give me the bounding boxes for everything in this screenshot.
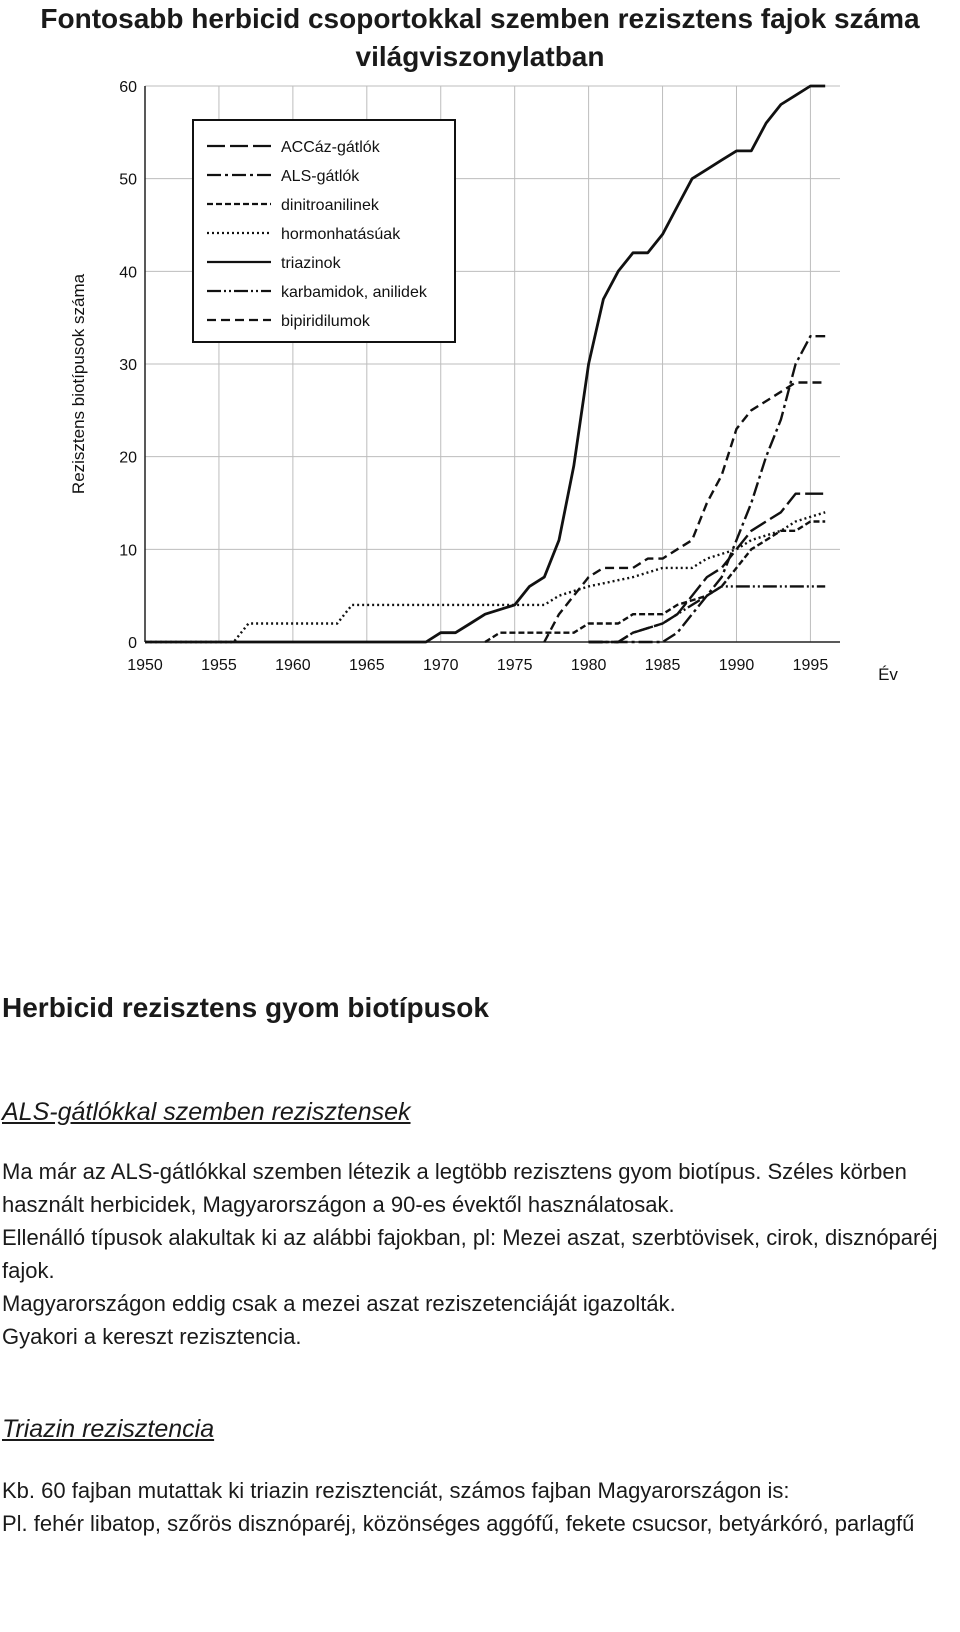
x-tick-label: 1960 [275, 657, 311, 674]
x-axis-title: Év [878, 665, 898, 684]
resistance-line-chart [0, 70, 960, 730]
triazin-subheading-wrap [2, 1413, 958, 1445]
legend-label: triazinok [281, 255, 341, 272]
als-paragraphs [2, 1155, 958, 1353]
x-tick-label: 1955 [201, 657, 237, 674]
legend-label: hormonhatásúak [281, 226, 401, 243]
x-tick-label: 1970 [422, 657, 459, 674]
y-tick-label: 50 [119, 171, 137, 189]
series-line [589, 586, 826, 642]
y-tick-label: 60 [119, 79, 137, 96]
x-tick-label: 1985 [644, 657, 681, 674]
triazin-paragraphs [2, 1474, 958, 1540]
series-line [145, 512, 825, 642]
section-heading-wrap [2, 990, 958, 1026]
als-subheading: ALS-gátlókkal szemben rezisztensek [2, 1098, 411, 1126]
x-tick-label: 1980 [570, 657, 607, 674]
als-subheading-wrap [2, 1096, 958, 1128]
page-title: Fontosabb herbicid csoportokkal szemben rezisztens fajok száma világviszonylatban [40, 3, 920, 72]
legend-label: ACCáz-gátlók [281, 139, 380, 156]
chart-legend [193, 120, 455, 342]
legend-label: karbamidok, anilidek [281, 284, 427, 301]
y-tick-label: 0 [128, 635, 137, 652]
legend-label: ALS-gátlók [281, 168, 360, 185]
y-tick-label: 10 [119, 542, 137, 560]
y-axis-title: Rezisztens biotípusok száma [69, 273, 88, 495]
triazin-paragraph: Kb. 60 fajban mutattak ki triazin rezisztenciát, számos fajban Magyarországon is: [2, 1478, 790, 1503]
als-paragraph: Ma már az ALS-gátlókkal szemben létezik a legtöbb rezisztens gyom biotípus. Széles körben használt herbicidek, Magyarországon a 90-es évektől használatosak. [2, 1159, 907, 1217]
x-tick-label: 1995 [792, 657, 829, 674]
als-paragraph: Magyarországon eddig csak a mezei aszat reziszetenciáját igazolták. [2, 1291, 676, 1316]
x-tick-label: 1990 [718, 657, 755, 674]
legend-label: dinitroanilinek [281, 197, 379, 214]
als-paragraph: Ellenálló típusok alakultak ki az alábbi fajokban, pl: Mezei aszat, szerbtövisek, cirok, disznóparéj fajok. [2, 1225, 938, 1283]
als-paragraph: Gyakori a kereszt rezisztencia. [2, 1324, 302, 1349]
y-tick-label: 30 [119, 357, 137, 374]
legend-label: bipiridilumok [281, 313, 370, 330]
triazin-subheading: Triazin rezisztencia [2, 1415, 215, 1443]
y-tick-label: 20 [119, 449, 137, 467]
triazin-paragraph: Pl. fehér libatop, szőrös disznóparéj, közönséges aggófű, fekete csucsor, betyárkóró, parlagfű [2, 1511, 915, 1536]
x-tick-label: 1950 [127, 657, 163, 674]
section-heading: Herbicid rezisztens gyom biotípusok [2, 992, 489, 1023]
x-tick-label: 1975 [496, 657, 533, 674]
y-tick-label: 40 [119, 264, 137, 282]
x-tick-label: 1965 [349, 657, 385, 674]
resistance-chart [0, 70, 960, 730]
